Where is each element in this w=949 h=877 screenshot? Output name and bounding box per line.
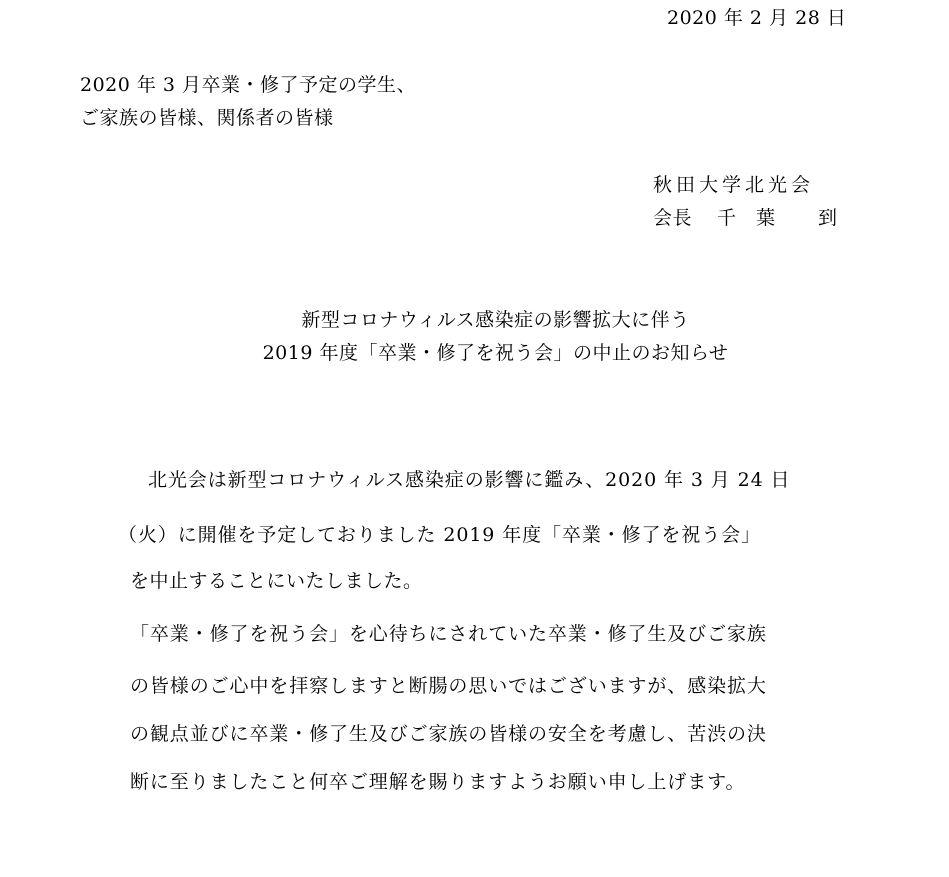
body-line-1: 北光会は新型コロナウィルス感染症の影響に鑑み、2020 年 3 月 24 日 bbox=[148, 469, 791, 491]
body-line-6: の観点並びに卒業・修了生及びご家族の皆様の安全を考慮し、苦渋の決 bbox=[130, 723, 767, 745]
body-line-5: の皆様のご心中を拝察しますと断腸の思いではございますが、感染拡大 bbox=[130, 675, 767, 697]
sender-name-char-3: 到 bbox=[818, 207, 838, 229]
document-date: 2020 年 2 月 28 日 bbox=[667, 7, 847, 29]
notice-title-line-1: 新型コロナウィルス感染症の影響拡大に伴う bbox=[301, 309, 690, 331]
addressee-line-2: ご家族の皆様、関係者の皆様 bbox=[80, 107, 334, 129]
sender-role: 会長 bbox=[653, 207, 693, 229]
sender-organization: 秋田大学北光会 bbox=[653, 174, 815, 196]
body-line-3: を中止することにいたしました。 bbox=[130, 570, 423, 592]
sender-name-char-2: 葉 bbox=[756, 207, 776, 229]
body-line-2: （火）に開催を予定しておりました 2019 年度「卒業・修了を祝う会」 bbox=[118, 524, 761, 546]
addressee-line-1: 2020 年 3 月卒業・修了予定の学生、 bbox=[80, 74, 417, 96]
body-line-4: 「卒業・修了を祝う会」を心待ちにされていた卒業・修了生及びご家族 bbox=[130, 623, 767, 645]
sender-name-char-1: 千 bbox=[717, 207, 737, 229]
body-line-7: 断に至りましたこと何卒ご理解を賜りますようお願い申し上げます。 bbox=[130, 771, 746, 793]
notice-title-line-2: 2019 年度「卒業・修了を祝う会」の中止のお知らせ bbox=[262, 342, 729, 364]
